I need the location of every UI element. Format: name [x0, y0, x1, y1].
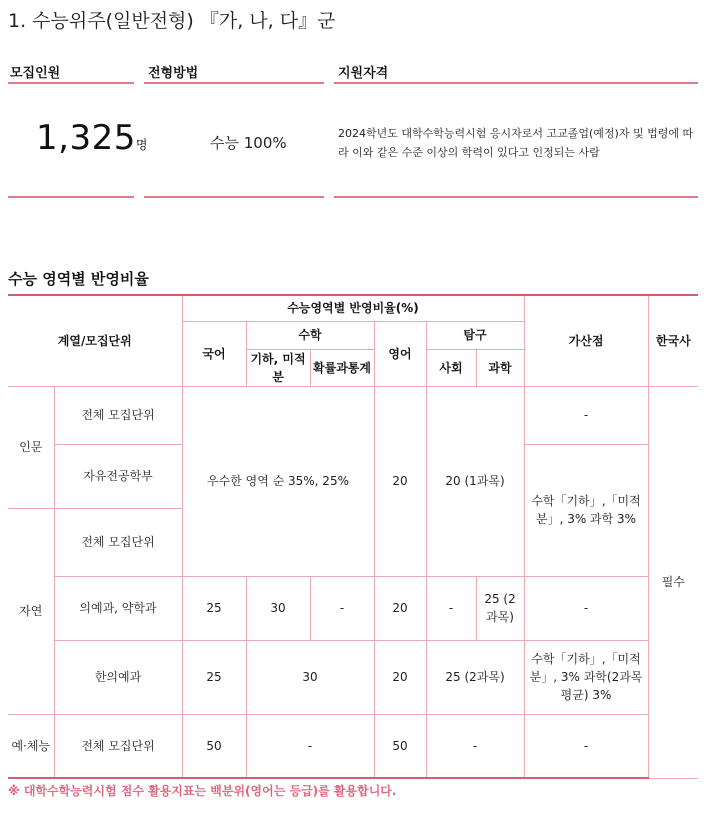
section-title: 수능 영역별 반영비율: [8, 270, 149, 288]
method-header-rule: [144, 82, 324, 84]
header-english: 영어: [374, 321, 426, 386]
merged-inquiry: 20 (1과목): [426, 386, 524, 576]
row-arts-math: -: [246, 714, 374, 778]
quota-header: 모집인원: [10, 66, 61, 81]
header-math-probability: 확률과통계: [310, 349, 374, 386]
group-humanities: 인문: [8, 386, 54, 508]
group-natural: 자연: [8, 508, 54, 714]
row-medicine-korean: 25: [182, 576, 246, 640]
header-inquiry: 탐구: [426, 321, 524, 349]
row-unit-natural-all: 전체 모집단위: [54, 508, 182, 576]
merged-bonus: 수학「기하」,「미적분」, 3% 과학 3%: [524, 444, 648, 576]
row-kmed-english: 20: [374, 640, 426, 714]
row-medicine-math-a: 30: [246, 576, 310, 640]
row-unit-liberal-studies: 자유전공학부: [54, 444, 182, 508]
header-bonus: 가산점: [524, 295, 648, 386]
row-medicine-science: 25 (2과목): [476, 576, 524, 640]
row-kmed-inquiry: 25 (2과목): [426, 640, 524, 714]
row-unit-medicine-pharmacy: 의예과, 약학과: [54, 576, 182, 640]
quota-bottom-rule: [8, 196, 134, 198]
row-unit-arts-all: 전체 모집단위: [54, 714, 182, 778]
row-unit-humanities-all: 전체 모집단위: [54, 386, 182, 444]
row-medicine-bonus: -: [524, 576, 648, 640]
qualification-value: 2024학년도 대학수학능력시험 응시자로서 고교졸업(예정)자 및 법령에 따라 이와 같은 수준 이상의 학력이 있다고 인정되는 사람: [338, 127, 694, 159]
quota-value: [36, 118, 147, 158]
header-korean: 국어: [182, 321, 246, 386]
qualification-header-rule: [334, 82, 698, 84]
row-arts-korean: 50: [182, 714, 246, 778]
row-kmed-korean: 25: [182, 640, 246, 714]
header-math-geometry-calculus: 기하, 미적분: [246, 349, 310, 386]
history-value: 필수: [648, 386, 698, 778]
row-bonus-humanities-all: -: [524, 386, 648, 444]
merged-english: 20: [374, 386, 426, 576]
header-unit: 계열/모집단위: [8, 295, 182, 386]
row-arts-inquiry: -: [426, 714, 524, 778]
method-bottom-rule: [144, 196, 324, 198]
row-medicine-math-b: -: [310, 576, 374, 640]
header-history: 한국사: [648, 295, 698, 386]
header-science: 과학: [476, 349, 524, 386]
header-social: 사회: [426, 349, 476, 386]
ratio-table: [8, 294, 698, 779]
quota-header-rule: [8, 82, 134, 84]
row-medicine-english: 20: [374, 576, 426, 640]
row-arts-english: 50: [374, 714, 426, 778]
page-title: 1. 수능위주(일반전형) 『가, 나, 다』군: [8, 10, 336, 32]
row-medicine-social: -: [426, 576, 476, 640]
row-arts-bonus: -: [524, 714, 648, 778]
merged-korean-math: 우수한 영역 순 35%, 25%: [182, 386, 374, 576]
group-arts: 예·체능: [8, 714, 54, 778]
header-math: 수학: [246, 321, 374, 349]
header-ratio: 수능영역별 반영비율(%): [182, 295, 524, 321]
quota-number: 1,325: [36, 118, 136, 158]
method-header: 전형방법: [148, 66, 199, 81]
qualification-bottom-rule: [334, 196, 698, 198]
qualification-header: 지원자격: [338, 66, 389, 81]
row-kmed-bonus: 수학「기하」,「미적분」, 3% 과학(2과목 평균) 3%: [524, 640, 648, 714]
method-value: 수능 100%: [210, 134, 287, 152]
row-kmed-math: 30: [246, 640, 374, 714]
footnote: ※ 대학수학능력시험 점수 활용지표는 백분위(영어는 등급)를 활용합니다.: [8, 784, 397, 798]
quota-unit: 명: [135, 138, 148, 152]
row-unit-korean-medicine: 한의예과: [54, 640, 182, 714]
